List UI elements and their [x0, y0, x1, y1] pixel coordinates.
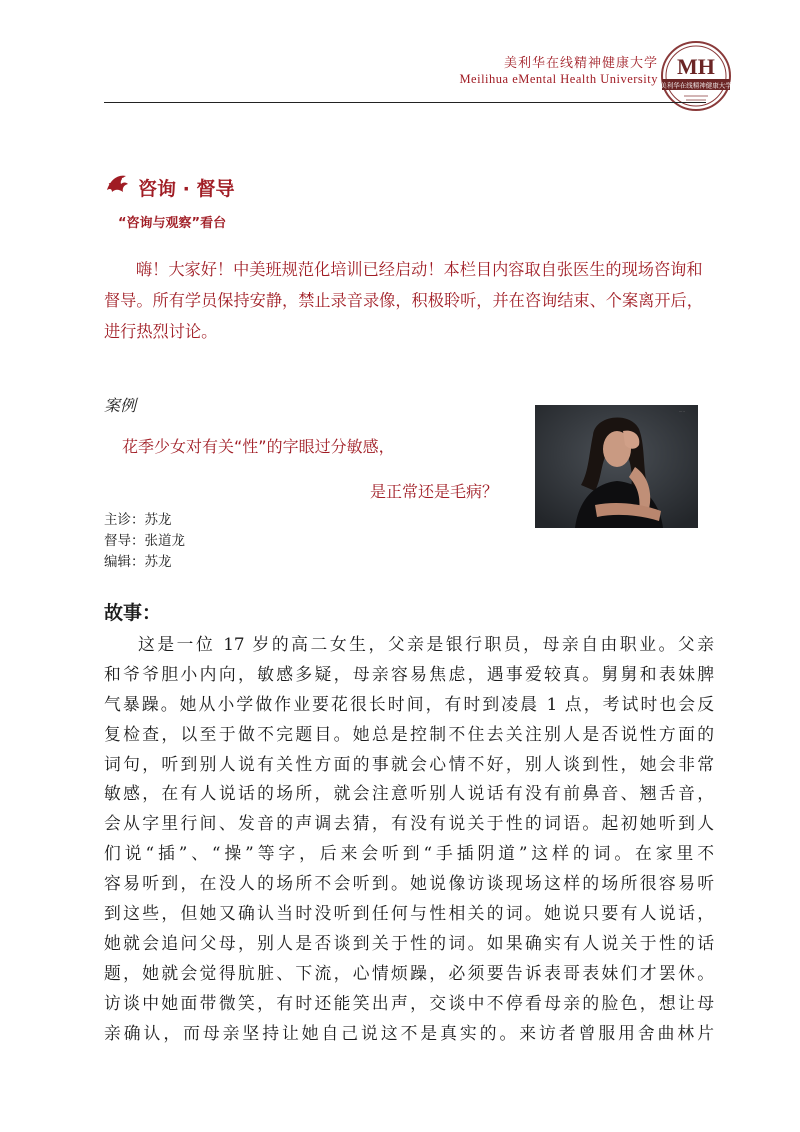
story-line: 会从字里行间、发音的声调去猜，有没有说关于性的词语。起初她听到人 [104, 813, 714, 834]
section-title: 咨询 · 督导 [138, 178, 235, 200]
logo-banner-text: 美利华在线精神健康大学 [660, 81, 732, 90]
story-line: 访谈中她面带微笑，有时还能笑出声，交谈中不停看母亲的脸色，想让母 [104, 992, 714, 1013]
logo-letters: MH [677, 54, 715, 79]
case-question-line1: 花季少女对有关“性”的字眼过分敏感， [122, 437, 395, 456]
story-line: 容易听到，在没人的场所不会听到。她说像访谈现场这样的场所很容易听 [104, 873, 714, 894]
case-label: 案例 [104, 396, 137, 415]
story-line: 复检查，以至于做不完题目。她总是控制不住去关注别人是否说性方面的 [104, 723, 714, 744]
story-heading: 故事： [104, 602, 162, 624]
story-line: 她就会追问父母，别人是否谈到关于性的词。如果确实有人说关于性的话 [104, 932, 714, 953]
story-line: 们说“插”、“操”等字，后来会听到“手插阴道”这样的词。在家里不 [104, 843, 714, 864]
story-line: 亲确认，而母亲坚持让她自己说这不是真实的。来访者曾服用舍曲林片 [104, 1022, 714, 1043]
case-credits [104, 510, 185, 573]
header-divider [104, 102, 706, 103]
credit-supervisor: 督导：张道龙 [104, 533, 185, 549]
credit-attending: 主诊：苏龙 [104, 512, 172, 528]
story-line: 这是一位 17 岁的高二女生，父亲是银行职员，母亲自由职业。父亲 [138, 634, 714, 654]
story-body [104, 630, 714, 1048]
credit-editor: 编辑：苏龙 [104, 554, 172, 570]
case-question-line2: 是正常还是毛病？ [370, 482, 499, 501]
dragon-emblem-icon [104, 170, 130, 196]
section-subtitle: “咨询与观察”看台 [118, 216, 227, 231]
story-line: 和爷爷胆小内向，敏感多疑，母亲容易焦虑，遇事爱较真。舅舅和表妹脾 [104, 663, 714, 684]
story-line: 词句，听到别人说有关性方面的事就会心情不好，别人谈到性，她会非常 [104, 753, 714, 774]
story-line: 敏感，在有人说话的场所，就会注意听别人说话有没有前鼻音、翘舌音， [104, 783, 714, 804]
story-line: 到这些，但她又确认当时没听到任何与性相关的词。她说只要有人说话， [104, 903, 714, 924]
story-line: 气暴躁。她从小学做作业要花很长时间，有时到凌晨 1 点，考试时也会反 [104, 693, 714, 714]
svg-text:·····: ····· [678, 409, 685, 414]
intro-paragraph: 嗨！大家好！中美班规范化培训已经启动！本栏目内容取自张医生的现场咨询和督导。所有学员保持安静，禁止录音录像，积极聆听，并在咨询结束、个案离开后，进行热烈讨论。 [104, 260, 703, 341]
woman-holding-head-photo [535, 405, 698, 528]
story-line: 题，她就会觉得肮脏、下流，心情烦躁，必须要告诉表哥表妹们才罢休。 [104, 962, 714, 983]
university-name-cn: 美利华在线精神健康大学 [503, 56, 658, 71]
university-name-en: Meilihua eMental Health University [459, 72, 658, 86]
